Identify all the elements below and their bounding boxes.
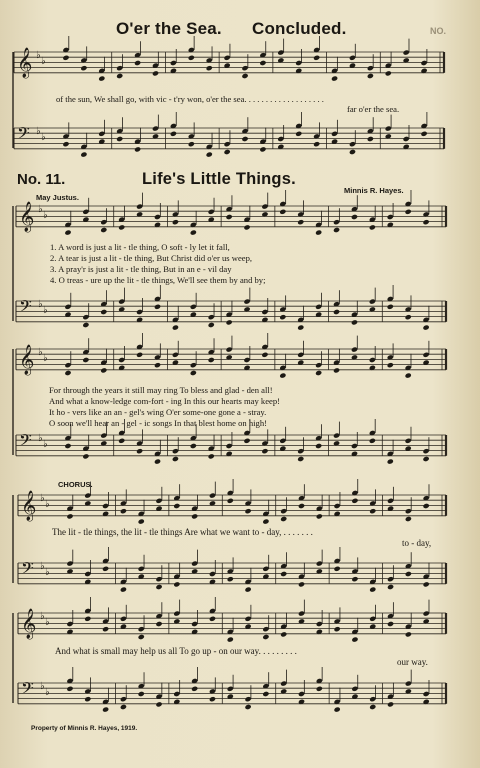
verse-3-line-a: 3. A pray'r is just a lit - tle thing, But in an e - vil day [50, 264, 232, 274]
svg-text:♭: ♭ [41, 56, 46, 67]
svg-text:𝄞: 𝄞 [21, 609, 37, 639]
svg-text:♭: ♭ [43, 210, 48, 221]
verse-1-line-b: For through the years it still may ring To bless and glad - den all! [49, 385, 273, 395]
verse-2-line-b: And what a know-ledge com-fort - ing In this our hearts may keep! [49, 396, 281, 406]
svg-text:♭: ♭ [40, 611, 45, 622]
svg-text:♭: ♭ [45, 687, 50, 698]
svg-text:♭: ♭ [36, 50, 41, 61]
svg-text:𝄞: 𝄞 [21, 491, 37, 521]
song-title-continued: O'er the Sea. [116, 19, 222, 38]
svg-text:𝄢: 𝄢 [21, 678, 34, 702]
svg-text:♭: ♭ [38, 299, 43, 310]
svg-text:𝄞: 𝄞 [19, 345, 35, 375]
chorus-line-a: The lit - tle things, the lit - tle things Are what we want to - day, . . . . . . . [52, 527, 313, 537]
verse-1-line-a: 1. A word is just a lit - tle thing, O soft - ly let it fall, [50, 242, 230, 252]
chorus-line-b: And what is small may help us all To go up - on our way. . . . . . . . . [55, 646, 297, 656]
top-lyric-line: of the sun, We shall go, with vic - t'ry won, o'er the sea. . . . . . . . . . . . . . . . . . . [56, 94, 324, 104]
top-lyric-echo: far o'er the sea. [347, 104, 400, 114]
hymn-composer: May Justus. [36, 193, 79, 202]
svg-text:♭: ♭ [38, 433, 43, 444]
svg-text:𝄞: 𝄞 [19, 202, 35, 232]
hymn-number: No. 11. [17, 171, 66, 188]
svg-text:𝄢: 𝄢 [17, 123, 30, 147]
verse-4-line-a: 4. O treas - ure up the lit - tle things, We'll see them by and by; [50, 275, 266, 285]
svg-text:𝄞: 𝄞 [17, 48, 33, 78]
svg-text:♭: ♭ [40, 681, 45, 692]
hymn-title: Life's Little Things. [142, 170, 296, 188]
corner-mark: NO. [430, 26, 447, 36]
verse-4-line-b: O soon we'll hear an - gel - ic songs In that blest home on high! [49, 418, 268, 428]
svg-text:𝄢: 𝄢 [19, 296, 32, 320]
svg-text:♭: ♭ [43, 439, 48, 450]
concluded-label: Concluded. [252, 19, 347, 38]
chorus-line-a-echo: to - day, [402, 538, 432, 548]
verse-2-line-a: 2. A tear is just a lit - tle thing, But Christ did o'er us weep, [50, 253, 253, 263]
svg-text:♭: ♭ [45, 617, 50, 628]
copyright-notice: Property of Minnis R. Hayes, 1919. [31, 725, 138, 732]
svg-text:♭: ♭ [38, 204, 43, 215]
hymn-arranger: Minnis R. Hayes. [344, 186, 404, 195]
svg-text:♭: ♭ [41, 132, 46, 143]
svg-text:♭: ♭ [40, 493, 45, 504]
chorus-label: CHORUS. [58, 480, 93, 489]
svg-text:♭: ♭ [43, 353, 48, 364]
svg-text:♭: ♭ [36, 126, 41, 137]
svg-text:♭: ♭ [45, 567, 50, 578]
svg-text:♭: ♭ [43, 305, 48, 316]
svg-text:♭: ♭ [40, 561, 45, 572]
chorus-line-b-echo: our way. [397, 657, 428, 667]
svg-text:♭: ♭ [38, 347, 43, 358]
svg-text:𝄢: 𝄢 [19, 430, 32, 454]
svg-text:♭: ♭ [45, 499, 50, 510]
verse-3-line-b: It ho - vers like an an - gel's wing O'er some-one gone a - stray. [49, 407, 267, 417]
svg-text:𝄢: 𝄢 [21, 558, 34, 582]
